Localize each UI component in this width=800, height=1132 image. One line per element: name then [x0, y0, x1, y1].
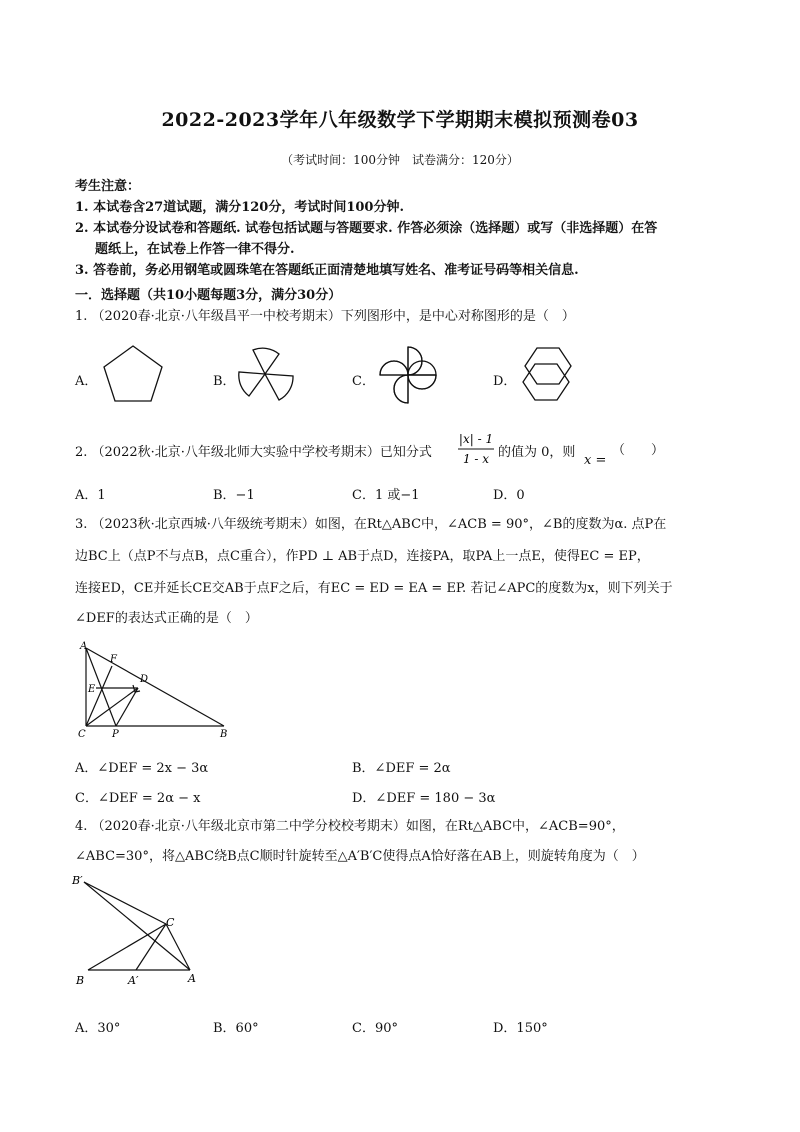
question-3-line-1: 3. （2023秋·北京西城·八年级统考期末）如图，在Rt△ABC中，∠ACB = 90°，∠B的度数为α. 点P在 — [75, 517, 667, 532]
question-4-line-2: ∠ABC=30°，将△ABC绕B点C顺时针旋转至△A′B′C使得点A恰好落在AB上，则旋转角度为（ ） — [75, 849, 645, 864]
section-title: 一．选择题（共10小题每题3分，满分30分） — [75, 288, 342, 303]
q1-option-d-figure — [515, 344, 579, 406]
fraction-denominator: 1 - x — [462, 452, 490, 466]
petal-3 — [394, 375, 408, 403]
q3-label-a: A — [80, 641, 88, 652]
q2-option-d: D．0 — [493, 488, 525, 503]
notice-item-2: 2. 本试卷分设试卷和答题纸. 试卷包括试题与答题要求. 作答必须涂（选择题）或写（非选择题）在答 — [75, 221, 658, 236]
q4-option-c: C．90° — [352, 1021, 398, 1036]
q1-option-d-label: D． — [493, 374, 517, 389]
q4-label-c: C — [166, 916, 175, 929]
q4-label-b: B — [76, 974, 85, 987]
q1-option-a-figure — [102, 344, 164, 404]
q4-label-a: A — [188, 972, 196, 985]
hexagon-2 — [523, 364, 569, 400]
q3-option-c: C．∠DEF = 2α − x — [75, 791, 201, 806]
q2-option-c: C．1 或−1 — [352, 488, 420, 503]
q3-option-b: B．∠DEF = 2α — [352, 761, 451, 776]
question-2-text-b: 的值为 0，则 — [498, 445, 576, 460]
notice-item-3: 3. 答卷前，务必用钢笔或圆珠笔在答题纸正面清楚地填写姓名、准考证号码等相关信息. — [75, 263, 579, 278]
q3-option-d: D．∠DEF = 180 − 3α — [352, 791, 496, 806]
notice-heading: 考生注意： — [75, 179, 141, 194]
question-2-text-a: 2. （2022秋·北京·八年级北师大实验中学校考期末）已知分式 — [75, 445, 432, 460]
question-2-var: x = — [584, 453, 607, 468]
hexagon-1 — [525, 348, 571, 384]
q1-option-c-label: C． — [352, 374, 375, 389]
question-3-line-3: 连接ED，CE并延长CE交AB于点F之后，有EC = ED = EA = EP. 若记∠APC的度数为x，则下列关于 — [75, 581, 673, 596]
q1-option-a-label: A． — [75, 374, 98, 389]
pentagon-shape — [104, 346, 162, 401]
q4-label-b-prime: B′ — [72, 874, 83, 887]
q1-option-c-figure — [376, 343, 440, 407]
q3-label-c: C — [78, 729, 86, 740]
petal-4 — [380, 361, 408, 375]
q3-label-f: F — [110, 654, 117, 665]
question-3-line-2: 边BC上（点P不与点B，点C重合），作PD ⊥ AB于点D，连接PA，取PA上一点E，使得EC = EP， — [75, 549, 650, 564]
q4-option-d: D．150° — [493, 1021, 548, 1036]
q2-fraction — [456, 428, 496, 468]
q3-option-a: A．∠DEF = 2x − 3α — [75, 761, 209, 776]
q4-option-b: B．60° — [213, 1021, 259, 1036]
q3-label-p: P — [112, 729, 119, 740]
q4-figure — [70, 872, 200, 990]
question-1-text: 1. （2020春·北京·八年级昌平一中校考期末）下列图形中，是中心对称图形的是（ ） — [75, 309, 575, 324]
q3-figure — [72, 640, 242, 742]
q3-label-e: E — [88, 684, 96, 695]
q3-label-d: D — [140, 674, 149, 685]
exam-title: 2022-2023学年八年级数学下学期期末模拟预测卷03 — [161, 109, 639, 131]
q1-option-b-figure — [235, 344, 299, 406]
notice-item-1: 1. 本试卷含27道试题，满分120分，考试时间100分钟. — [75, 200, 404, 215]
q1-option-b-label: B． — [213, 374, 236, 389]
q3-label-b: B — [220, 729, 228, 740]
notice-item-2-cont: 题纸上，在试卷上作答一律不得分. — [95, 242, 295, 257]
question-2-paren: （ ） — [612, 443, 665, 458]
fraction-numerator: |x| - 1 — [458, 432, 494, 446]
q2-option-b: B．−1 — [213, 488, 255, 503]
q4-option-a: A．30° — [75, 1021, 121, 1036]
question-4-line-1: 4. （2020春·北京·八年级北京市第二中学分校校考期末）如图，在Rt△ABC中，∠ACB=90°， — [75, 819, 625, 834]
q4-label-a-prime: A′ — [128, 974, 139, 987]
blade-3 — [239, 372, 265, 396]
blade-2 — [265, 374, 293, 400]
q2-option-a: A．1 — [75, 488, 106, 503]
question-3-line-4: ∠DEF的表达式正确的是（ ） — [75, 611, 258, 626]
blade-1 — [253, 348, 279, 374]
exam-subtitle: （考试时间：100分钟 试卷满分：120分） — [281, 153, 519, 167]
petal-2 — [408, 375, 436, 389]
